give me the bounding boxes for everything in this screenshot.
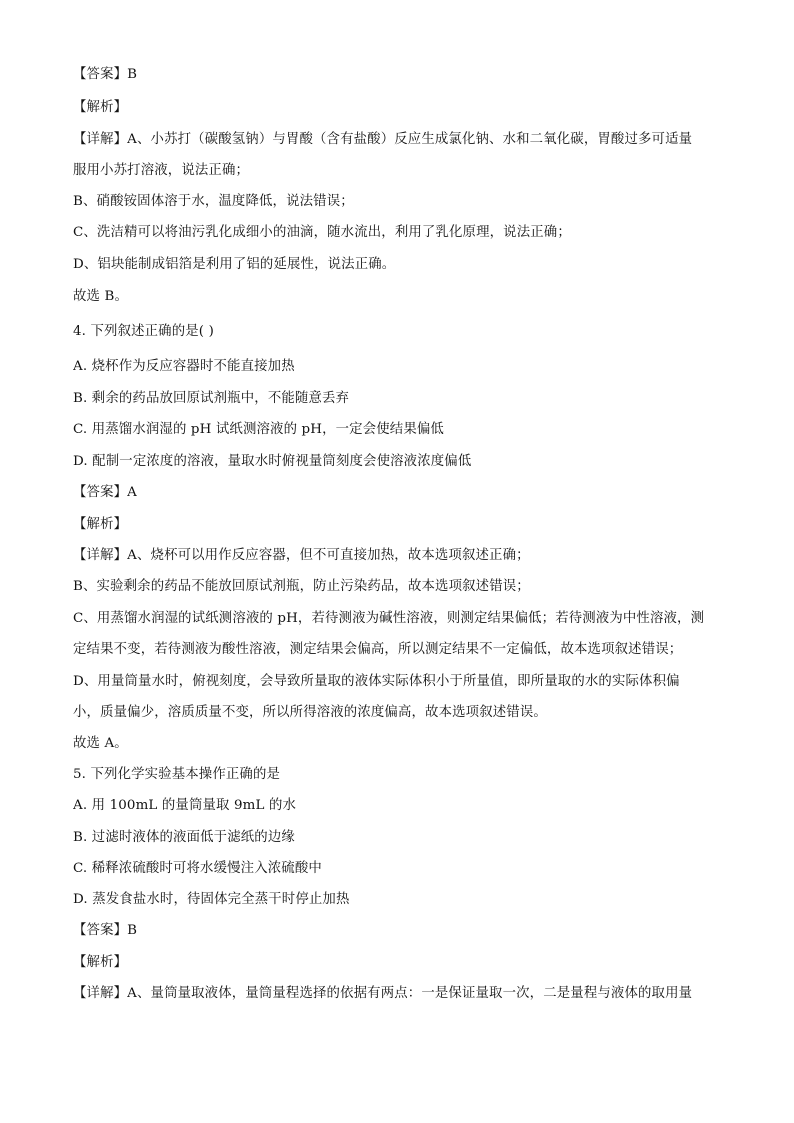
q4-option-a: A. 烧杯作为反应容器时不能直接加热 xyxy=(73,359,295,374)
q4-detail-b: B、实验剩余的药品不能放回原试剂瓶，防止污染药品，故本选项叙述错误； xyxy=(73,579,530,594)
q3-answer: 【答案】B xyxy=(73,67,138,82)
q3-analysis-heading: 【解析】 xyxy=(73,100,128,115)
q5-answer: 【答案】B xyxy=(73,923,138,938)
q3-detail-c: C、洗洁精可以将油污乳化成细小的油滴，随水流出，利用了乳化原理，说法正确； xyxy=(73,225,571,240)
q4-detail-c-line-1: C、用蒸馏水润湿的试纸测溶液的 pH，若待测液为碱性溶液，则测定结果偏低；若待测液为中性溶液，测 xyxy=(73,611,705,626)
q4-detail-c-line-2: 定结果不变，若待测液为酸性溶液，测定结果会偏高，所以测定结果不一定偏低，故本选项叙述错误； xyxy=(73,642,683,657)
q4-option-c: C. 用蒸馏水润湿的 pH 试纸测溶液的 pH，一定会使结果偏低 xyxy=(73,422,444,437)
q4-answer: 【答案】A xyxy=(73,485,137,500)
q5-analysis-heading: 【解析】 xyxy=(73,955,128,970)
q5-stem: 5. 下列化学实验基本操作正确的是 xyxy=(73,767,281,782)
q3-detail-line-2: 服用小苏打溶液，说法正确； xyxy=(73,163,250,178)
q4-stem: 4. 下列叙述正确的是( ) xyxy=(73,324,214,339)
q4-analysis-heading: 【解析】 xyxy=(73,517,128,532)
q4-option-d: D. 配制一定浓度的溶液，量取水时俯视量筒刻度会使溶液浓度偏低 xyxy=(73,454,472,469)
q4-option-b: B. 剩余的药品放回原试剂瓶中，不能随意丢弃 xyxy=(73,391,350,406)
q4-conclusion: 故选 A。 xyxy=(73,736,128,751)
q4-detail-d-line-2: 小，质量偏少，溶质质量不变，所以所得溶液的浓度偏高，故本选项叙述错误。 xyxy=(73,705,547,720)
q5-option-a: A. 用 100mL 的量筒量取 9mL 的水 xyxy=(73,798,297,813)
q5-option-b: B. 过滤时液体的液面低于滤纸的边缘 xyxy=(73,830,295,845)
q3-detail-line-1: 【详解】A、小苏打（碳酸氢钠）与胃酸（含有盐酸）反应生成氯化钠、水和二氧化碳，胃酸过多可适量 xyxy=(73,132,693,147)
q5-option-d: D. 蒸发食盐水时，待固体完全蒸干时停止加热 xyxy=(73,892,350,907)
q3-detail-d: D、铝块能制成铝箔是利用了铝的延展性，说法正确。 xyxy=(73,257,396,272)
q4-detail-d-line-1: D、用量筒量水时，俯视刻度，会导致所量取的液体实际体积小于所量值，即所量取的水的实际体积偏 xyxy=(73,674,680,689)
q5-option-c: C. 稀释浓硫酸时可将水缓慢注入浓硫酸中 xyxy=(73,861,322,876)
q3-conclusion: 故选 B。 xyxy=(73,289,129,304)
q5-detail-line-1: 【详解】A、量筒量取液体，量筒量程选择的依据有两点：一是保证量取一次，二是量程与液体的取用量 xyxy=(73,986,693,1001)
q4-detail-a: 【详解】A、烧杯可以用作反应容器，但不可直接加热，故本选项叙述正确； xyxy=(73,548,530,563)
q3-detail-b: B、硝酸铵固体溶于水，温度降低，说法错误； xyxy=(73,194,354,209)
